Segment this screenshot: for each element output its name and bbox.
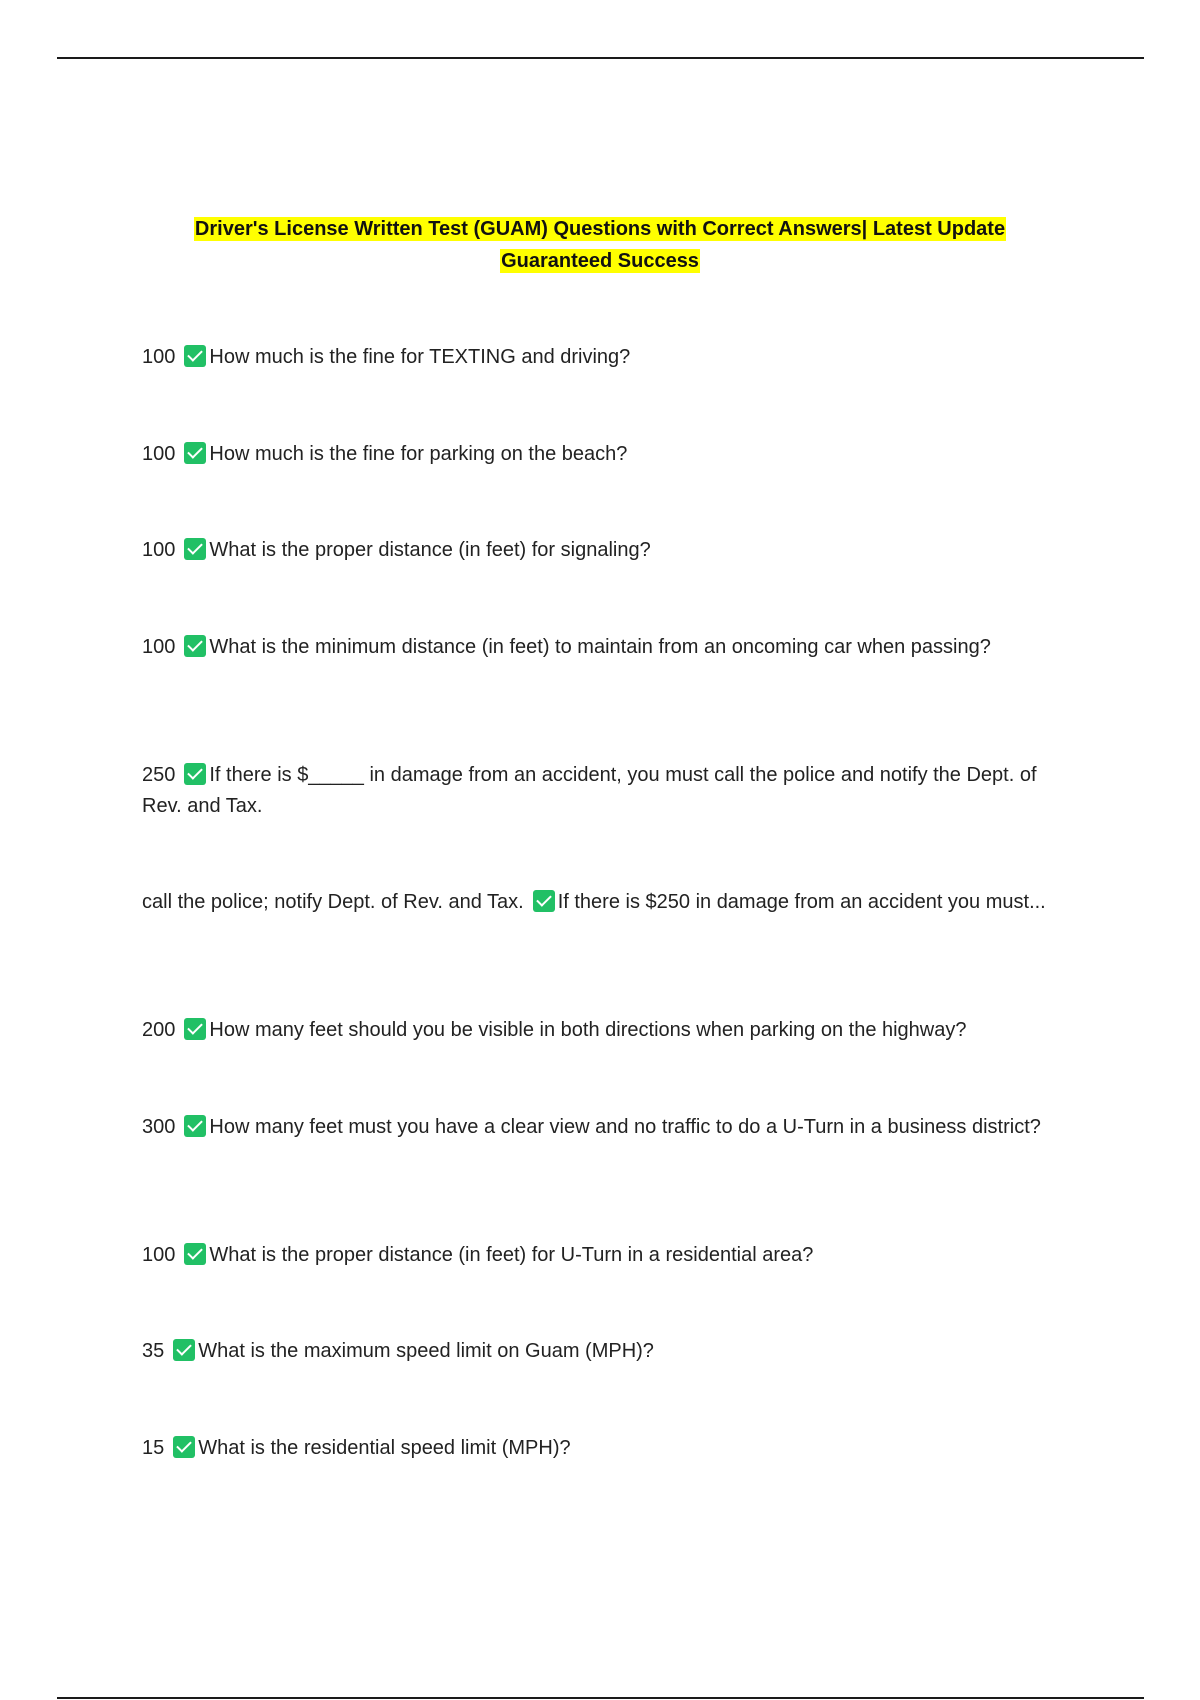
question-text: What is the proper distance (in feet) for signaling? <box>209 539 651 561</box>
green-checkmark-icon <box>184 1243 206 1265</box>
qa-item-7 <box>142 1015 1072 1046</box>
answer-text: 100 <box>142 539 176 561</box>
answer-text: 35 <box>142 1340 165 1362</box>
answer-text: 15 <box>142 1437 165 1459</box>
green-checkmark-icon <box>184 635 206 657</box>
question-text: How many feet must you have a clear view and no traffic to do a U-Turn in a business district? <box>209 1116 1041 1138</box>
footer-rule <box>57 1697 1144 1699</box>
green-checkmark-icon <box>173 1436 195 1458</box>
question-text: How much is the fine for parking on the beach? <box>209 443 628 465</box>
question-text: How many feet should you be visible in both directions when parking on the highway? <box>209 1019 967 1041</box>
qa-item-8 <box>142 1112 1072 1143</box>
title-line-1: Driver's License Written Test (GUAM) Questions with Correct Answers| Latest Update <box>194 218 1006 240</box>
green-checkmark-icon <box>184 345 206 367</box>
question-text: What is the minimum distance (in feet) to maintain from an oncoming car when passing? <box>209 636 991 658</box>
green-checkmark-icon <box>184 442 206 464</box>
qa-item-1 <box>142 342 1072 373</box>
question-text: What is the proper distance (in feet) for U-Turn in a residential area? <box>209 1244 814 1266</box>
answer-text: 100 <box>142 443 176 465</box>
answer-text: 100 <box>142 346 176 368</box>
question-text: If there is $250 in damage from an accident you must... <box>557 891 1046 913</box>
qa-item-2 <box>142 439 1072 470</box>
answer-text: 100 <box>142 636 176 658</box>
qa-item-4 <box>142 632 1072 663</box>
question-text: What is the maximum speed limit on Guam (MPH)? <box>198 1340 654 1362</box>
answer-text: 250 <box>142 764 176 786</box>
question-text: What is the residential speed limit (MPH)? <box>198 1437 571 1459</box>
question-text: How much is the fine for TEXTING and driving? <box>209 346 631 368</box>
green-checkmark-icon <box>184 1115 206 1137</box>
qa-item-10 <box>142 1336 1072 1367</box>
green-checkmark-icon <box>184 1018 206 1040</box>
answer-text: call the police; notify Dept. of Rev. and Tax. <box>142 891 524 913</box>
green-checkmark-icon <box>533 890 555 912</box>
answer-text: 300 <box>142 1116 176 1138</box>
green-checkmark-icon <box>173 1339 195 1361</box>
qa-item-11 <box>142 1433 1072 1464</box>
green-checkmark-icon <box>184 763 206 785</box>
document-title <box>0 213 1200 277</box>
answer-text: 100 <box>142 1244 176 1266</box>
question-text: If there is $_____ in damage from an accident, you must call the police and notify the Dept. of Rev. and Tax. <box>142 764 1037 817</box>
answer-text: 200 <box>142 1019 176 1041</box>
qa-item-5 <box>142 760 1072 822</box>
green-checkmark-icon <box>184 538 206 560</box>
qa-item-6 <box>142 887 1072 918</box>
header-rule <box>57 57 1144 59</box>
qa-item-3 <box>142 535 1072 566</box>
title-line-2: Guaranteed Success <box>501 250 699 272</box>
qa-item-9 <box>142 1240 1072 1271</box>
